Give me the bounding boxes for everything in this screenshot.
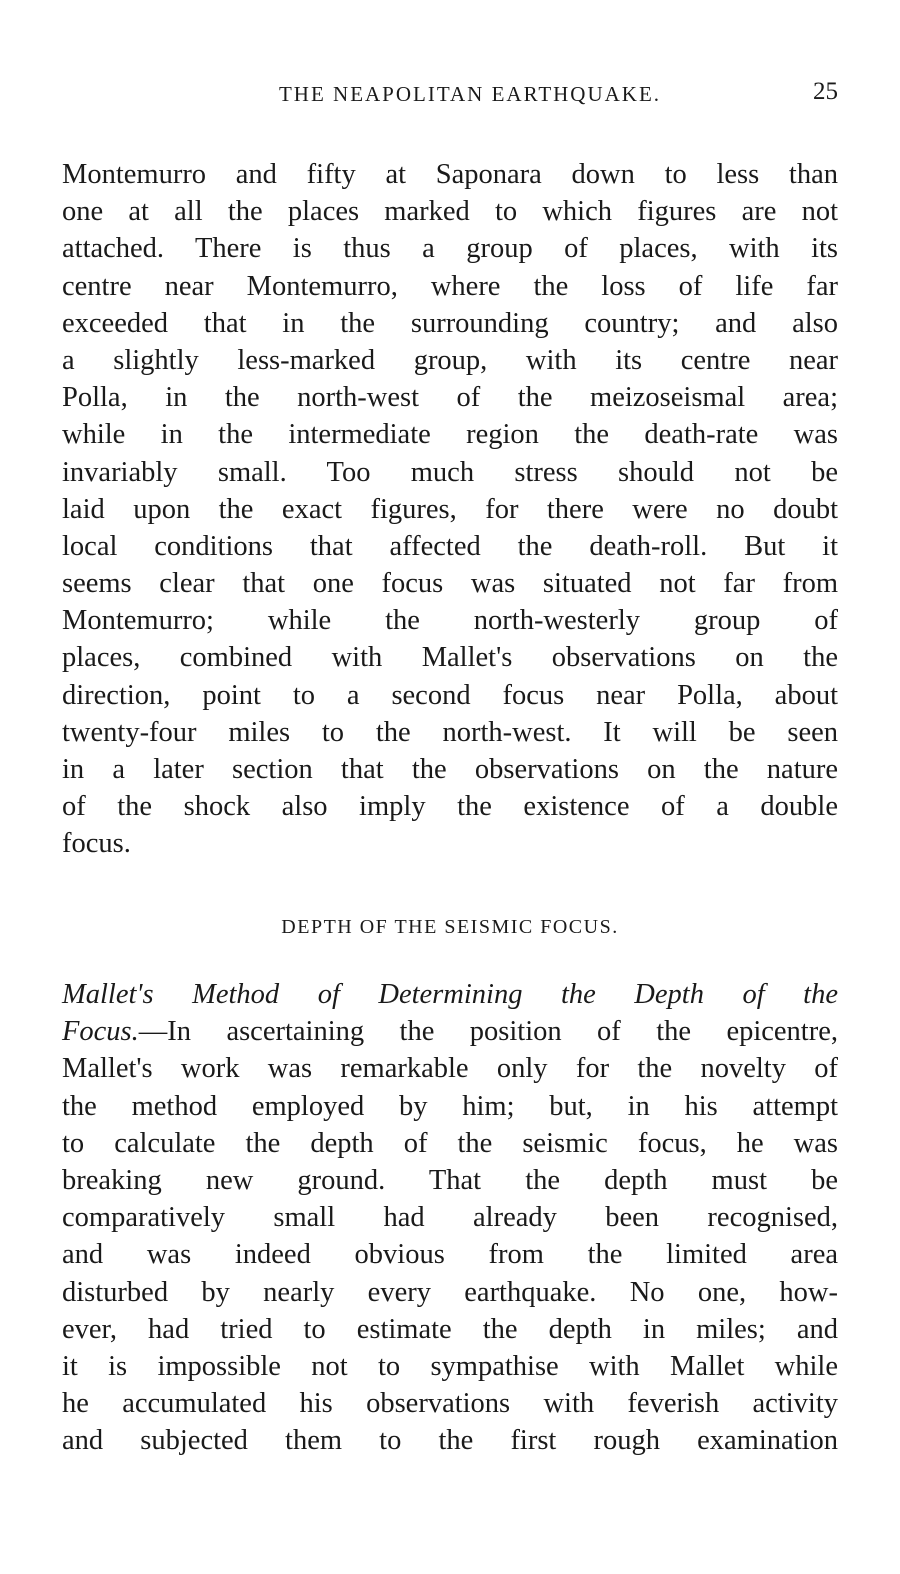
- text-line: Mallet's work was remarkable only for the novelty of: [62, 1053, 838, 1085]
- text-line: the method employed by him; but, in his attempt: [62, 1090, 838, 1122]
- text-line: of the shock also imply the existence of a double: [62, 791, 838, 823]
- text-line: twenty-four miles to the north-west. It will be seen: [62, 716, 838, 748]
- text-line: disturbed by nearly every earthquake. No one, how-: [62, 1276, 838, 1308]
- text-line: a slightly less-marked group, with its centre near: [62, 344, 838, 376]
- text-line: direction, point to a second focus near Polla, about: [62, 679, 838, 711]
- text-line: one at all the places marked to which figures are not: [62, 196, 838, 228]
- running-title: THE NEAPOLITAN EARTHQUAKE.: [278, 82, 662, 106]
- text-line: invariably small. Too much stress should not be: [62, 456, 838, 488]
- text-line: laid upon the exact figures, for there were no doubt: [62, 493, 838, 525]
- text-line: local conditions that affected the death-roll. But it: [62, 530, 838, 562]
- text-line: to calculate the depth of the seismic focus, he was: [62, 1127, 838, 1159]
- text-line: [62, 976, 838, 1013]
- text-line: comparatively small had already been recognised,: [62, 1202, 838, 1234]
- text-line: Montemurro and fifty at Saponara down to less than: [62, 159, 838, 190]
- text: —In ascertaining the position of the epicentre,: [138, 1016, 838, 1048]
- text-line: places, combined with Mallet's observations on the: [62, 642, 838, 674]
- text-line: Polla, in the north-west of the meizoseismal area;: [62, 382, 838, 414]
- text-line: while in the intermediate region the death-rate was: [62, 419, 838, 451]
- text-line: ever, had tried to estimate the depth in miles; and: [62, 1313, 838, 1345]
- text-line: centre near Montemurro, where the loss of life far: [62, 270, 838, 302]
- text-line: he accumulated his observations with feverish activity: [62, 1388, 838, 1420]
- italic-title: Focus.: [62, 1016, 139, 1048]
- text-line: Montemurro; while the north-westerly group of: [62, 605, 838, 637]
- section-heading: DEPTH OF THE SEISMIC FOCUS.: [281, 916, 619, 938]
- text-line: [62, 1013, 838, 1050]
- paragraph-1: [62, 156, 838, 863]
- text-line: seems clear that one focus was situated not far from: [62, 568, 838, 600]
- text-line: breaking new ground. That the depth must be: [62, 1164, 838, 1196]
- text-line: focus.: [62, 828, 131, 860]
- running-header: [62, 78, 838, 114]
- italic-title: Mallet's Method of Determining the Depth of the: [62, 979, 838, 1010]
- text-line: exceeded that in the surrounding country; and also: [62, 307, 838, 339]
- page-number: 25: [813, 78, 838, 105]
- text-line: attached. There is thus a group of places, with its: [62, 233, 838, 265]
- text-line: and was indeed obvious from the limited area: [62, 1239, 838, 1271]
- paragraph-2: [62, 976, 838, 1459]
- text-line: in a later section that the observations on the nature: [62, 754, 838, 785]
- text-line: it is impossible not to sympathise with Mallet while: [62, 1350, 838, 1382]
- text-line: and subjected them to the first rough examination: [62, 1425, 838, 1457]
